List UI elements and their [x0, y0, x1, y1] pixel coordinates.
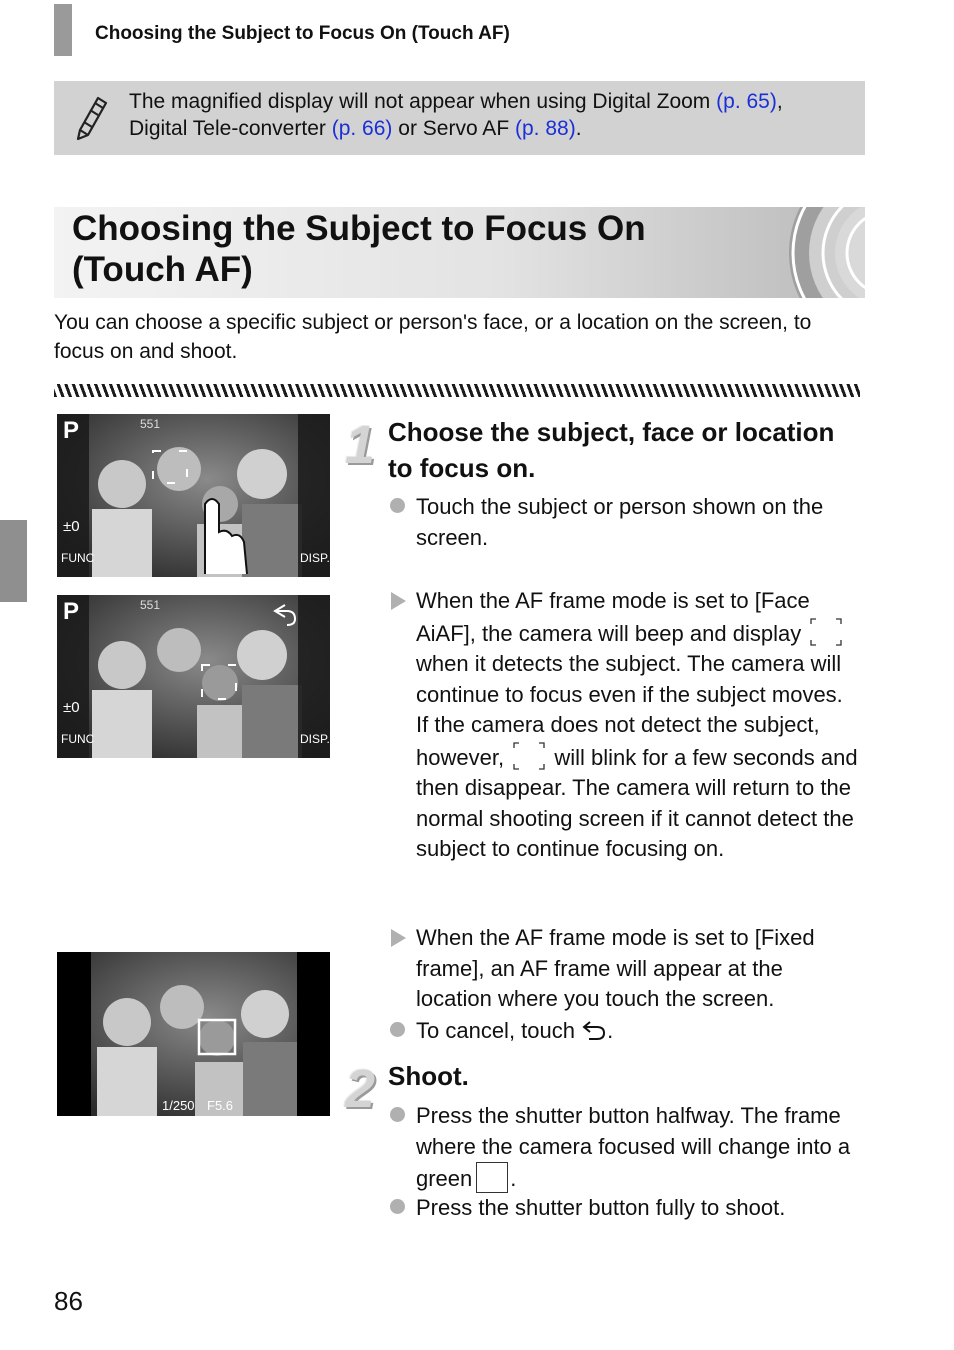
link-p65[interactable]: (p. 65): [716, 90, 777, 113]
ev-label: ±0: [63, 518, 80, 535]
mode-p-label: P: [63, 598, 80, 625]
bullet-dot-icon: [390, 498, 405, 513]
bullet-dot-icon: [390, 1107, 405, 1122]
step-2-bullet-2: Press the shutter button fully to shoot.: [416, 1195, 786, 1220]
step-1-number: 1: [345, 415, 376, 475]
section-title: Choosing the Subject to Focus On (Touch AF): [72, 209, 646, 289]
af-frame-icon: [512, 741, 546, 771]
not-detected-text-2: will blink for a few seconds and then disappear. The camera will return to the normal shooting screen if it cannot detect the subject to continue focusing on.: [416, 744, 858, 861]
return-arrow-icon: [581, 1019, 607, 1041]
shutter-speed: 1/250: [162, 1098, 195, 1113]
link-p66[interactable]: (p. 66): [331, 117, 393, 140]
note-text: The magnified display will not appear when using Digital Zoom (p. 65), Digital Tele-converter (p. 66) or Servo AF (p. 88).: [129, 90, 783, 140]
step-2-bullet-1: Press the shutter button halfway. The frame where the camera focused will change into a green .: [416, 1103, 851, 1191]
arrow-bullet-icon: [391, 592, 406, 610]
link-p88[interactable]: (p. 88): [515, 117, 576, 140]
ev-label: ±0: [63, 699, 80, 716]
step-1-bullet-2: To cancel, touch .: [416, 1018, 614, 1043]
cancel-text: To cancel, touch: [416, 1018, 575, 1043]
disp-label: DISP.: [300, 732, 330, 746]
note-or-text: or Servo AF: [398, 117, 510, 140]
step-1-heading: Choose the subject, face or location to focus on.: [388, 417, 835, 483]
running-header: Choosing the Subject to Focus On (Touch AF): [95, 23, 510, 44]
arrow-bullet-icon: [391, 929, 406, 947]
section-intro: You can choose a specific subject or person's face, or a location on the screen, to focus on and shoot.: [54, 311, 812, 363]
step-1-bullet-1: Touch the subject or person shown on the screen.: [416, 494, 824, 550]
step-2-number: 2: [345, 1059, 376, 1119]
chapter-side-tab: [0, 520, 27, 602]
step-1-arrow-2: When the AF frame mode is set to [Fixed frame], an AF frame will appear at the location where you touch the screen.: [416, 925, 815, 1011]
mode-p-label: P: [63, 417, 80, 444]
hatched-divider: [54, 384, 860, 397]
note-line1: The magnified display will not appear when using Digital Zoom: [129, 90, 711, 113]
face-aiaf-text: When the AF frame mode is set to [Face AiAF], the camera will beep and display: [416, 588, 810, 646]
bullet-dot-icon: [390, 1022, 405, 1037]
af-frame-icon: [809, 617, 843, 647]
aperture-value: F5.6: [207, 1098, 234, 1113]
bullet-dot-icon: [390, 1199, 405, 1214]
shots-remaining: 551: [140, 417, 161, 431]
header-bar: [54, 4, 72, 56]
func-label: FUNC: [61, 732, 95, 746]
camera-screen-face-aiaf: [57, 595, 330, 758]
step-1-arrow-1: [416, 586, 861, 865]
disp-label: DISP.: [300, 551, 330, 565]
note-line2: Digital Tele-converter: [129, 117, 326, 140]
page-number: 86: [54, 1286, 83, 1316]
func-label: FUNC: [61, 551, 95, 565]
face-aiaf-text-2: when it detects the subject. The camera will continue to focus even if the subject moves.: [416, 651, 843, 707]
shots-remaining: 551: [140, 598, 161, 612]
camera-screen-shoot: [57, 952, 330, 1116]
step-2-heading: Shoot.: [388, 1061, 469, 1091]
not-detected-text: If the camera does not detect the subject, however,: [416, 712, 820, 770]
camera-screen-touch: [57, 414, 330, 577]
halfway-text: Press the shutter button halfway. The frame where the camera focused will change into a green: [416, 1103, 851, 1191]
pencil-note-icon: [68, 92, 108, 142]
green-frame-icon: [476, 1162, 508, 1193]
